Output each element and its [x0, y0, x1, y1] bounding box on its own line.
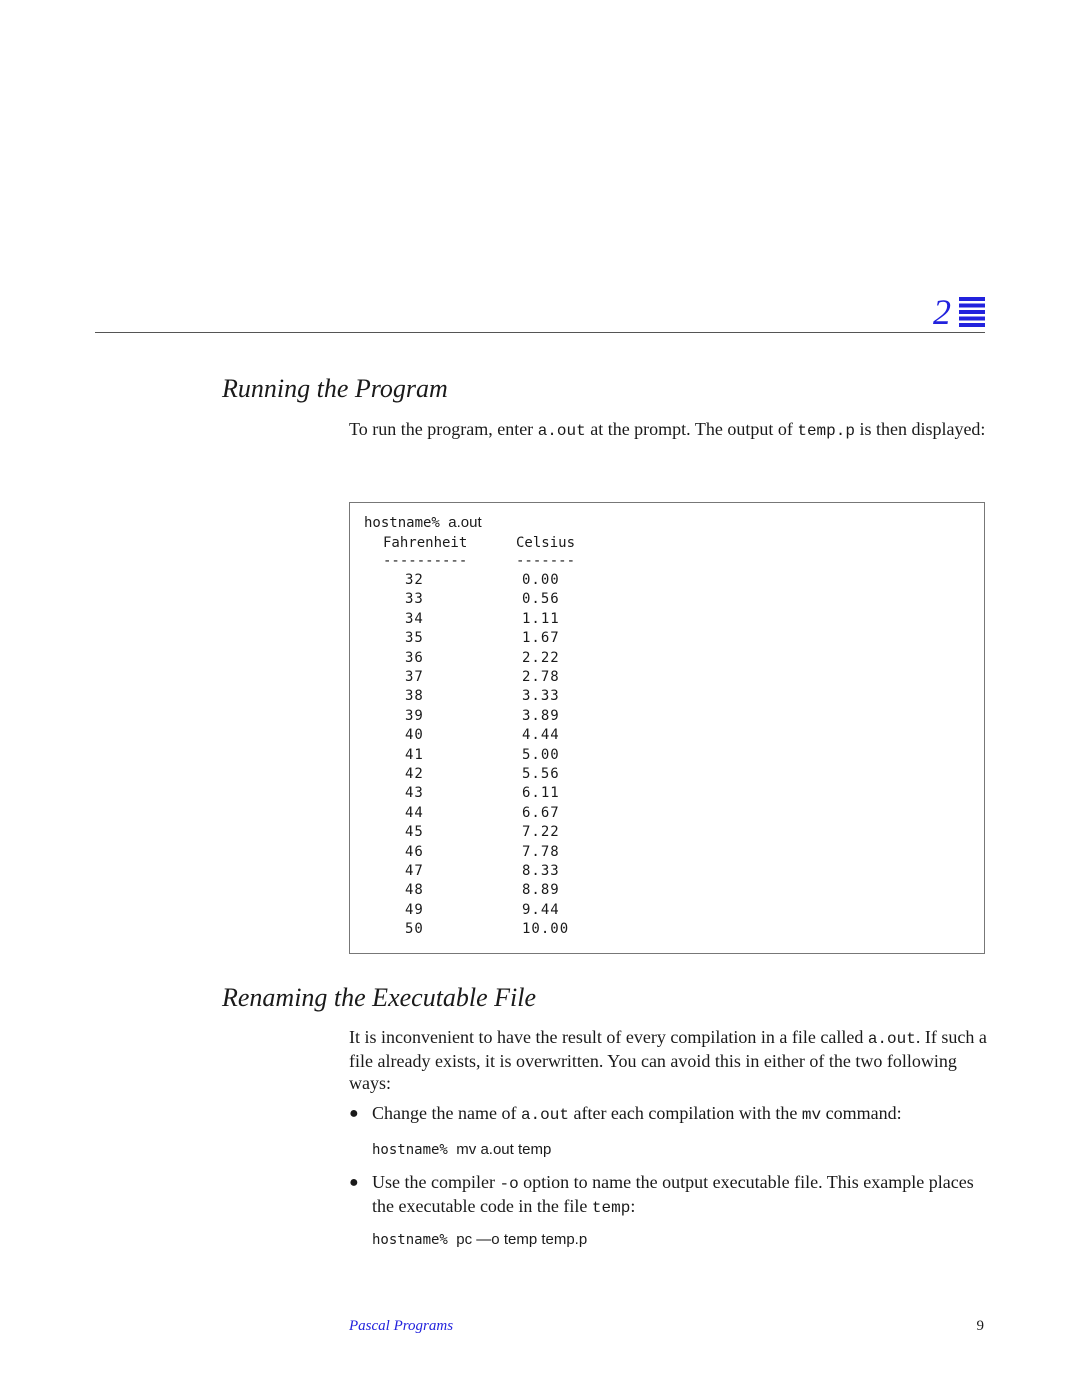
shell-prompt: hostname%: [372, 1142, 457, 1158]
bullet-icon: ●: [349, 1174, 359, 1191]
inline-code: a.out: [520, 1106, 569, 1124]
column-underline-fahrenheit: ----------: [383, 553, 468, 569]
fahrenheit-value: 49: [405, 901, 424, 918]
bullet-text-part: :: [630, 1196, 636, 1216]
celsius-value: 9.44: [522, 901, 560, 918]
inline-code: -o: [499, 1175, 519, 1193]
fahrenheit-value: 40: [405, 727, 424, 744]
inline-code: a.out: [867, 1030, 916, 1048]
celsius-value: 4.44: [522, 727, 560, 744]
bullet-text-part: option to name the output executable file. This example places the executable code in the file: [372, 1172, 974, 1216]
celsius-value: 8.89: [522, 882, 560, 899]
shell-command: mv a.out temp: [456, 1141, 552, 1158]
fahrenheit-value: 46: [405, 843, 424, 860]
example-command-mv: [372, 1141, 551, 1159]
column-header-celsius: Celsius: [516, 535, 576, 551]
fahrenheit-value: 44: [405, 804, 424, 821]
paragraph-text: To run the program, enter: [349, 419, 538, 439]
celsius-value: 10.00: [522, 921, 570, 938]
section-heading-running-the-program: Running the Program: [222, 374, 448, 403]
chapter-number: 2: [933, 292, 951, 332]
celsius-value: 2.22: [522, 649, 560, 666]
celsius-value: 5.00: [522, 746, 560, 763]
header-rule: [95, 332, 985, 333]
footer-chapter-title-link[interactable]: Pascal Programs: [349, 1318, 454, 1334]
fahrenheit-value: 41: [405, 746, 424, 763]
bullet-text-part: after each compilation with the: [568, 1103, 802, 1123]
bullet-text-part: Use the compiler: [372, 1172, 500, 1192]
celsius-value: 3.89: [522, 707, 560, 724]
chapter-marker: [933, 292, 985, 332]
paragraph-text: It is inconvenient to have the result of every compilation in a file called: [349, 1027, 868, 1047]
celsius-value: 5.56: [522, 766, 560, 782]
paragraph-text: . If such a file already exists, it is overwritten. You can avoid this in either of the two following ways:: [349, 1027, 987, 1093]
fahrenheit-value: 34: [405, 610, 424, 627]
section-heading-renaming-the-executable-file: Renaming the Executable File: [222, 983, 537, 1012]
bullet-text-part: command:: [821, 1103, 902, 1123]
shell-prompt: hostname%: [364, 515, 449, 531]
celsius-value: 0.00: [522, 572, 560, 588]
paragraph-text: at the prompt. The output of: [585, 419, 798, 439]
shell-prompt: hostname%: [372, 1232, 457, 1248]
column-header-fahrenheit: Fahrenheit: [383, 535, 468, 551]
celsius-value: 8.33: [522, 863, 560, 879]
renaming-intro-paragraph: [349, 1026, 989, 1094]
page-number: 9: [976, 1318, 984, 1334]
column-underline-celsius: -------: [516, 553, 576, 569]
bullet-icon: ●: [349, 1105, 359, 1122]
celsius-value: 2.78: [522, 669, 560, 685]
fahrenheit-value: 43: [405, 785, 424, 802]
celsius-value: 6.11: [522, 785, 560, 802]
fahrenheit-value: 38: [405, 688, 424, 705]
output-command-line: [364, 514, 482, 532]
program-output-box: [349, 502, 985, 954]
inline-code: temp: [591, 1199, 631, 1217]
fahrenheit-value: 42: [405, 766, 424, 782]
inline-code: mv: [801, 1106, 822, 1124]
fahrenheit-value: 35: [405, 630, 424, 647]
celsius-value: 1.67: [522, 630, 560, 647]
bullet-text: [372, 1171, 984, 1219]
fahrenheit-value: 37: [405, 669, 424, 685]
celsius-value: 6.67: [522, 804, 560, 821]
celsius-value: 7.78: [522, 843, 560, 860]
fahrenheit-value: 47: [405, 863, 424, 879]
inline-code: a.out: [537, 422, 586, 440]
stacked-bars-icon: [959, 297, 985, 327]
run-instructions-paragraph: [349, 418, 989, 442]
bullet-text: [372, 1102, 984, 1126]
fahrenheit-value: 33: [405, 591, 424, 608]
paragraph-text: is then displayed:: [854, 419, 986, 439]
fahrenheit-value: 50: [405, 921, 424, 938]
shell-command: pc —o temp temp.p: [456, 1231, 588, 1248]
shell-command: a.out: [448, 514, 482, 531]
fahrenheit-value: 32: [405, 572, 424, 588]
inline-code: temp.p: [797, 422, 855, 440]
celsius-value: 0.56: [522, 591, 560, 608]
celsius-value: 3.33: [522, 688, 560, 705]
example-command-pc: [372, 1231, 587, 1249]
fahrenheit-value: 45: [405, 824, 424, 841]
celsius-value: 7.22: [522, 824, 560, 841]
fahrenheit-value: 39: [405, 707, 424, 724]
fahrenheit-value: 48: [405, 882, 424, 899]
bullet-text-part: Change the name of: [372, 1103, 521, 1123]
celsius-value: 1.11: [522, 610, 560, 627]
fahrenheit-value: 36: [405, 649, 424, 666]
